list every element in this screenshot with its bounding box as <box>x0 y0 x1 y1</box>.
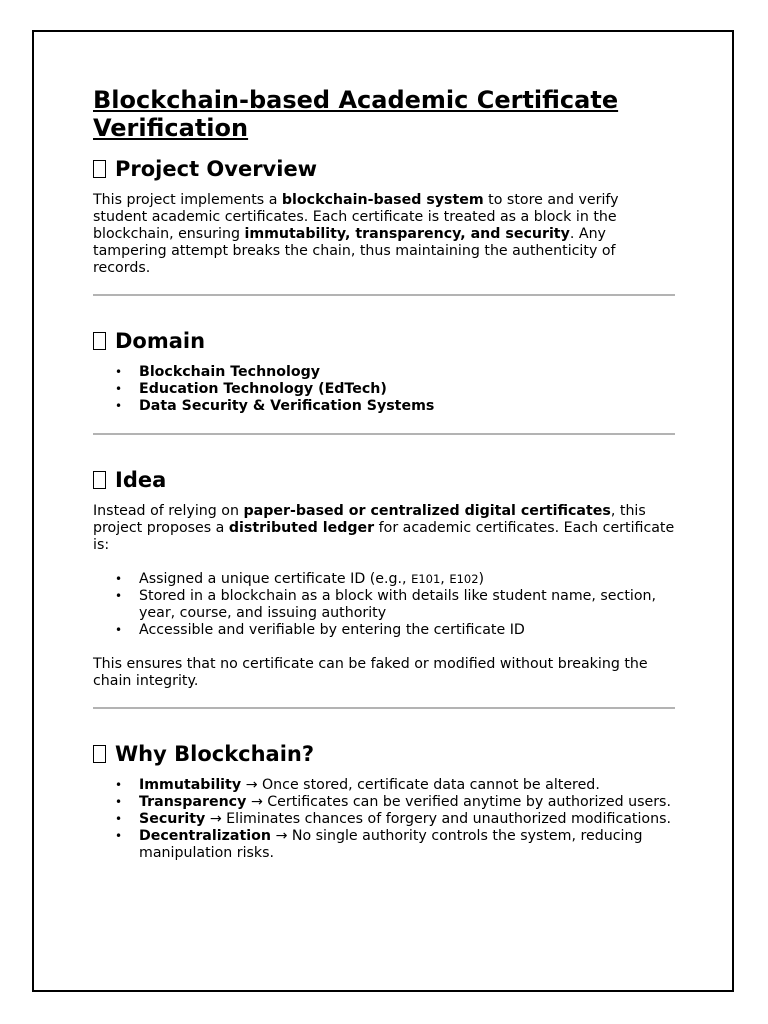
section-divider <box>93 294 675 296</box>
section-heading-why <box>93 741 675 767</box>
list-item-text: Accessible and verifiable by entering the certificate ID <box>139 622 525 638</box>
missing-glyph-icon <box>93 332 106 350</box>
section-heading-overview <box>93 156 675 182</box>
missing-glyph-icon <box>93 471 106 489</box>
section-heading-domain <box>93 328 675 354</box>
term: Security <box>139 811 206 827</box>
list-item <box>93 622 675 639</box>
text-run: ) <box>478 571 485 587</box>
text-run: . Any tampering attempt breaks the chain, thus maintaining the authenticity of records. <box>93 226 616 276</box>
why-list <box>93 777 675 862</box>
idea-closing-paragraph: This ensures that no certificate can be faked or modified without breaking the chain integrity. <box>93 656 648 689</box>
list-item <box>93 794 675 811</box>
section-divider <box>93 707 675 709</box>
heading-text: Idea <box>115 468 167 492</box>
term: Immutability <box>139 777 242 793</box>
heading-text: Project Overview <box>115 157 318 181</box>
term: Decentralization <box>139 828 271 844</box>
list-item-text: Data Security & Verification Systems <box>139 398 435 414</box>
list-item <box>93 811 675 828</box>
text-run: for academic certificates. Each certificate is: <box>93 520 675 553</box>
missing-glyph-icon <box>93 745 106 763</box>
heading-text: Domain <box>115 329 206 353</box>
text-run: Assigned a unique certificate ID (e.g., <box>139 571 412 587</box>
list-item <box>93 777 675 794</box>
text-run: , <box>440 571 450 587</box>
list-item <box>93 828 675 862</box>
term-description: → Eliminates chances of forgery and unauthorized modifications. <box>205 811 671 827</box>
heading-text: Why Blockchain? <box>115 742 315 766</box>
list-item-text: Stored in a blockchain as a block with details like student name, section, year, course, and issuing authority <box>139 588 657 621</box>
list-item-text: Blockchain Technology <box>139 364 321 380</box>
bold-run: blockchain-based system <box>281 192 484 208</box>
document-body <box>93 86 675 862</box>
section-divider <box>93 433 675 435</box>
document-title: Blockchain-based Academic Certificate Verification <box>93 86 619 142</box>
overview-paragraph <box>93 192 675 277</box>
term-description: → No single authority controls the system, reducing manipulation risks. <box>139 828 643 861</box>
text-run: to store and verify student academic certificates. Each certificate is treated as a block in the blockchain, ensuring <box>93 192 619 242</box>
text-run: , this project proposes a <box>93 503 646 536</box>
domain-list <box>93 364 675 415</box>
text-run: This project implements a <box>93 192 282 208</box>
term-description: → Certificates can be verified anytime by authorized users. <box>246 794 671 810</box>
list-item <box>93 588 675 622</box>
list-item <box>93 571 675 588</box>
list-item <box>93 398 675 415</box>
idea-list <box>93 571 675 639</box>
list-item-text: Education Technology (EdTech) <box>139 381 387 397</box>
text-run: Instead of relying on <box>93 503 244 519</box>
list-item <box>93 364 675 381</box>
certificate-id-code: E102 <box>449 572 479 586</box>
certificate-id-code: E101 <box>411 572 441 586</box>
term: Transparency <box>139 794 247 810</box>
list-item <box>93 381 675 398</box>
idea-paragraph <box>93 503 675 554</box>
term-description: → Once stored, certificate data cannot be altered. <box>241 777 600 793</box>
section-heading-idea <box>93 467 675 493</box>
bold-run: paper-based or centralized digital certificates <box>243 503 611 519</box>
bold-run: distributed ledger <box>228 520 375 536</box>
missing-glyph-icon <box>93 160 106 178</box>
bold-run: immutability, transparency, and security <box>244 226 570 242</box>
